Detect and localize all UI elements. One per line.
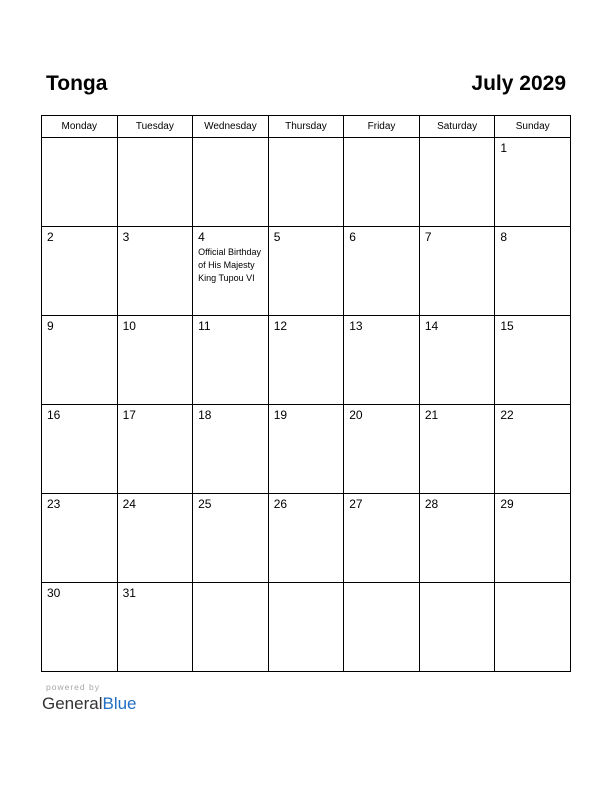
day-number: 17 <box>122 408 136 422</box>
day-number: 10 <box>122 319 136 333</box>
day-cell <box>42 583 118 672</box>
day-number: 21 <box>424 408 439 422</box>
day-number: 26 <box>273 497 288 511</box>
week-row <box>42 583 571 672</box>
day-number: 4 <box>198 230 205 244</box>
day-cell <box>419 494 495 583</box>
day-number: 14 <box>424 319 439 333</box>
day-cell <box>268 138 344 227</box>
day-cell <box>193 405 269 494</box>
day-cell <box>268 583 344 672</box>
day-cell <box>495 405 571 494</box>
day-cell <box>419 138 495 227</box>
day-cell <box>117 316 193 405</box>
day-cell <box>193 138 269 227</box>
day-cell <box>42 138 118 227</box>
day-cell <box>495 316 571 405</box>
week-row <box>42 316 571 405</box>
day-cell <box>117 138 193 227</box>
day-cell <box>419 405 495 494</box>
day-number: 24 <box>122 497 136 511</box>
day-number: 11 <box>198 319 211 333</box>
day-cell <box>344 583 420 672</box>
day-number: 31 <box>122 586 136 600</box>
day-cell <box>117 583 193 672</box>
holiday-event: Official Birthday of His Majesty King Tupou VI <box>198 247 261 283</box>
day-cell <box>495 227 571 316</box>
powered-by-label: powered by <box>46 682 100 692</box>
month-year-title: July 2029 <box>471 72 566 95</box>
day-cell <box>268 227 344 316</box>
day-number: 25 <box>198 497 212 511</box>
day-cell <box>344 405 420 494</box>
weekday-header: Thursday <box>268 116 344 138</box>
day-cell <box>268 316 344 405</box>
day-cell <box>42 405 118 494</box>
day-cell <box>268 494 344 583</box>
day-cell <box>495 138 571 227</box>
day-cell <box>344 138 420 227</box>
day-cell <box>42 494 118 583</box>
week-row <box>42 494 571 583</box>
day-number: 6 <box>349 230 356 244</box>
day-cell <box>117 405 193 494</box>
weekday-header: Friday <box>344 116 420 138</box>
day-number: 19 <box>273 408 288 422</box>
day-cell <box>495 494 571 583</box>
weekday-header: Tuesday <box>117 116 193 138</box>
day-cell <box>117 494 193 583</box>
day-cell <box>193 583 269 672</box>
weekday-header: Sunday <box>495 116 571 138</box>
day-cell <box>117 227 193 316</box>
day-cell <box>268 405 344 494</box>
day-number: 20 <box>349 408 363 422</box>
day-number: 8 <box>500 230 508 244</box>
day-cell <box>42 316 118 405</box>
day-number: 5 <box>273 230 281 244</box>
weekday-header: Saturday <box>419 116 495 138</box>
day-number: 12 <box>273 319 288 333</box>
day-cell <box>344 227 420 316</box>
day-cell <box>419 316 495 405</box>
day-cell <box>193 227 269 316</box>
day-number: 15 <box>500 319 514 333</box>
day-number: 13 <box>349 319 363 333</box>
day-cell <box>193 494 269 583</box>
day-number: 27 <box>349 497 363 511</box>
day-number: 16 <box>47 408 61 422</box>
day-number: 22 <box>500 408 514 422</box>
day-number: 30 <box>47 586 61 600</box>
day-number: 1 <box>500 141 508 155</box>
day-cell <box>419 583 495 672</box>
calendar-grid <box>41 115 571 672</box>
day-number: 29 <box>500 497 514 511</box>
week-row <box>42 138 571 227</box>
day-number: 3 <box>122 230 130 244</box>
day-cell <box>193 316 269 405</box>
day-number: 2 <box>47 230 54 244</box>
day-number: 7 <box>424 230 432 244</box>
weekday-header: Monday <box>42 116 118 138</box>
day-number: 9 <box>47 319 54 333</box>
day-cell <box>495 583 571 672</box>
day-number: 23 <box>47 497 61 511</box>
day-cell <box>344 316 420 405</box>
day-cell <box>344 494 420 583</box>
weekday-header-row <box>42 116 571 138</box>
day-cell <box>42 227 118 316</box>
generalblue-logo[interactable] <box>42 694 137 714</box>
week-row <box>42 227 571 316</box>
day-number: 28 <box>424 497 439 511</box>
weekday-header: Wednesday <box>193 116 269 138</box>
day-number: 18 <box>198 408 212 422</box>
day-cell <box>419 227 495 316</box>
brand-general: General <box>42 694 103 713</box>
country-title: Tonga <box>46 72 108 95</box>
brand-blue: Blue <box>102 694 137 713</box>
week-row <box>42 405 571 494</box>
